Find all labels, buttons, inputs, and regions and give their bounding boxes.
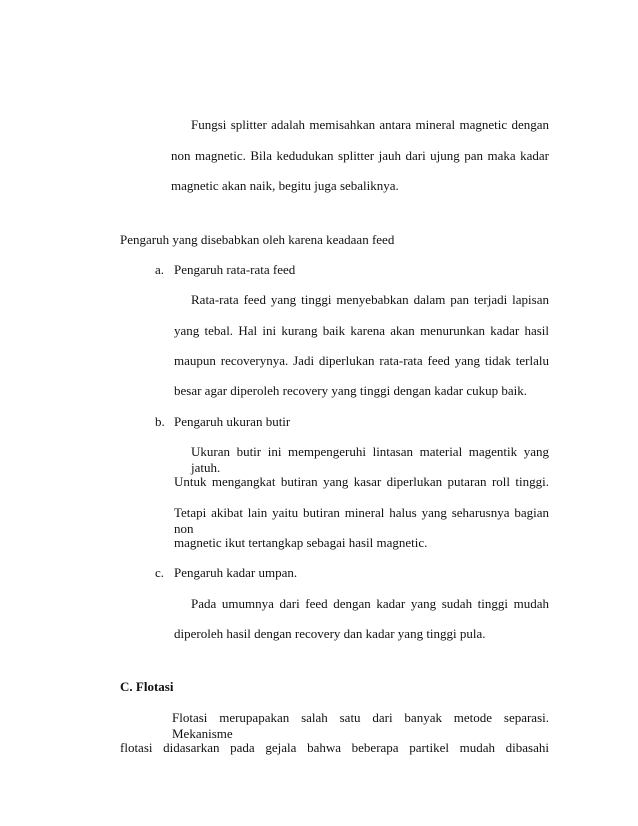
paragraph-line: Flotasi merupapakan salah satu dari banyak metode separasi. Mekanisme: [172, 710, 549, 741]
paragraph-line: Fungsi splitter adalah memisahkan antara mineral magnetic dengan: [191, 117, 549, 132]
paragraph-line: non magnetic. Bila kedudukan splitter jauh dari ujung pan maka kadar: [171, 148, 549, 163]
section-c-heading: C. Flotasi: [120, 679, 174, 694]
paragraph-line: Rata-rata feed yang tinggi menyebabkan dalam pan terjadi lapisan: [191, 292, 549, 307]
paragraph-line: diperoleh hasil dengan recovery dan kadar yang tinggi pula.: [174, 626, 486, 641]
list-item-title: Pengaruh ukuran butir: [174, 414, 291, 429]
paragraph-line: Ukuran butir ini mempengeruhi lintasan material magentik yang jatuh.: [191, 444, 549, 475]
paragraph-line: magnetic akan naik, begitu juga sebaliknya.: [171, 178, 399, 193]
paragraph-line: Untuk mengangkat butiran yang kasar diperlukan putaran roll tinggi.: [174, 474, 549, 489]
list-marker: c.: [155, 565, 165, 580]
paragraph-line: flotasi didasarkan pada gejala bahwa beberapa partikel mudah dibasahi: [120, 740, 549, 755]
paragraph-line: maupun recoverynya. Jadi diperlukan rata-rata feed yang tidak terlalu: [174, 353, 549, 368]
list-marker: a.: [155, 262, 165, 277]
section-heading: Pengaruh yang disebabkan oleh karena keadaan feed: [120, 232, 395, 247]
paragraph-line: magnetic ikut tertangkap sebagai hasil magnetic.: [174, 535, 428, 550]
list-marker: b.: [155, 414, 165, 429]
paragraph-line: besar agar diperoleh recovery yang tinggi dengan kadar cukup baik.: [174, 383, 528, 398]
paragraph-line: Pada umumnya dari feed dengan kadar yang sudah tinggi mudah: [191, 596, 549, 611]
paragraph-line: yang tebal. Hal ini kurang baik karena akan menurunkan kadar hasil: [174, 323, 549, 338]
list-item-title: Pengaruh kadar umpan.: [174, 565, 298, 580]
paragraph-line: Tetapi akibat lain yaitu butiran mineral halus yang seharusnya bagian non: [174, 505, 549, 536]
list-item-title: Pengaruh rata-rata feed: [174, 262, 296, 277]
